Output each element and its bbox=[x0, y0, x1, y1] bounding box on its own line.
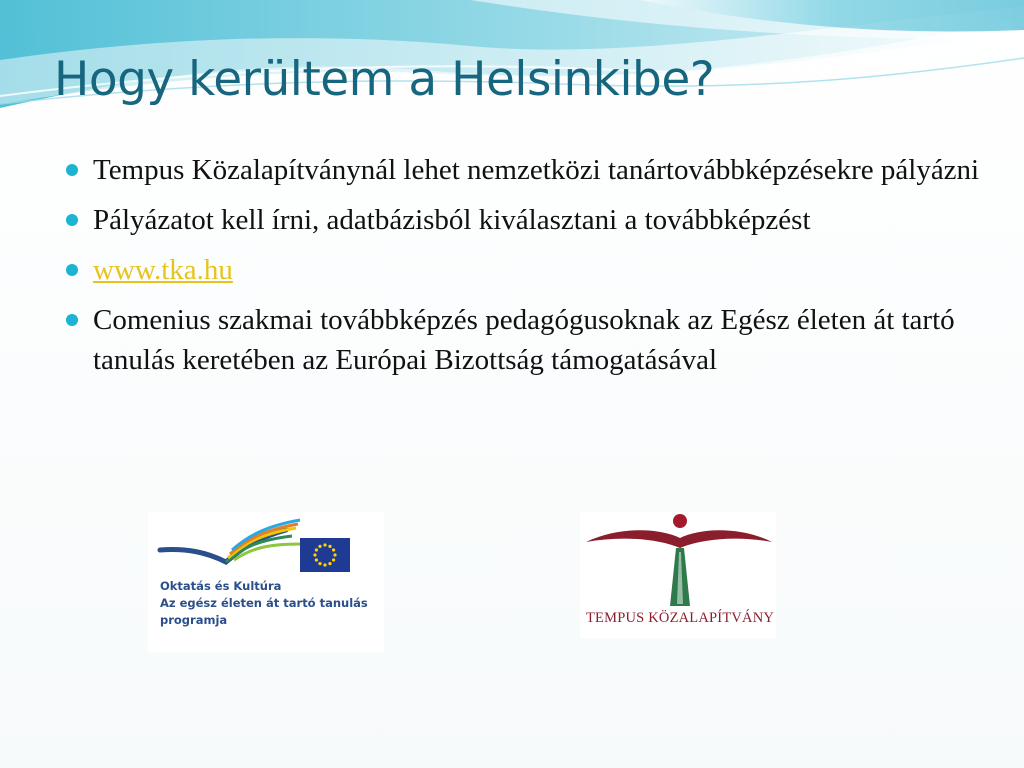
bullet-dot-icon bbox=[66, 214, 78, 226]
lifelong-learning-logo bbox=[148, 512, 384, 652]
tempus-emblem-icon bbox=[580, 512, 776, 608]
eu-flag-icon bbox=[300, 538, 350, 572]
bullet-item bbox=[66, 300, 996, 380]
tempus-logo bbox=[580, 512, 776, 638]
lifelong-learning-caption bbox=[160, 578, 368, 629]
swoosh-logo-icon bbox=[156, 518, 306, 578]
caption-line: Az egész életen át tartó tanulás bbox=[160, 596, 368, 610]
bullet-item bbox=[66, 200, 996, 240]
caption-line: programja bbox=[160, 613, 228, 627]
caption-line: Oktatás és Kultúra bbox=[160, 579, 282, 593]
bullet-list bbox=[66, 150, 996, 390]
tka-link[interactable]: www.tka.hu bbox=[93, 254, 233, 286]
tempus-caption: TEMPUS KÖZALAPÍTVÁNY bbox=[586, 610, 775, 626]
bullet-item bbox=[66, 250, 996, 290]
bullet-item bbox=[66, 150, 996, 190]
bullet-text: Tempus Közalapítványnál lehet nemzetközi tanártovábbképzésekre pályázni bbox=[93, 154, 980, 186]
slide-title: Hogy kerültem a Helsinkibe? bbox=[54, 52, 715, 107]
bullet-dot-icon bbox=[66, 264, 78, 276]
bullet-dot-icon bbox=[66, 164, 78, 176]
bullet-dot-icon bbox=[66, 314, 78, 326]
bullet-text: Comenius szakmai továbbképzés pedagógusoknak az Egész életen át tartó tanulás keretében az Európai Bizottság támogatásával bbox=[93, 304, 955, 376]
bullet-text: Pályázatot kell írni, adatbázisból kiválasztani a továbbképzést bbox=[93, 204, 811, 236]
